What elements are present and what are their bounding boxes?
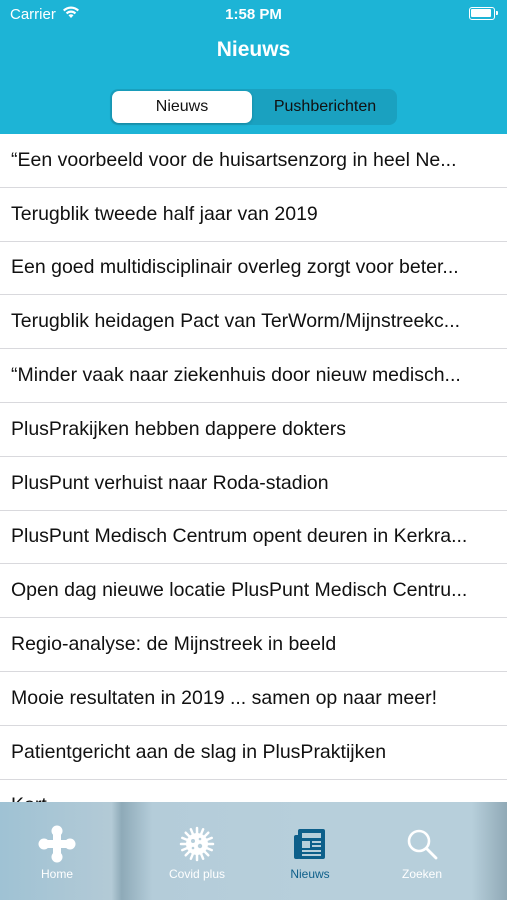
battery-icon (469, 7, 495, 20)
list-item[interactable] (0, 134, 507, 188)
tab-zoeken[interactable] (367, 802, 477, 900)
list-item[interactable] (0, 242, 507, 296)
news-title: “Minder vaak naar ziekenhuis door nieuw medisch... (11, 364, 461, 387)
list-item[interactable] (0, 564, 507, 618)
tab-home[interactable] (2, 802, 112, 900)
news-list (0, 134, 507, 833)
list-item[interactable] (0, 672, 507, 726)
tab-covid-plus[interactable] (142, 802, 252, 900)
tab-bar (0, 802, 507, 900)
segment-nieuws[interactable]: Nieuws (112, 91, 252, 123)
page-title: Nieuws (216, 38, 291, 61)
list-item[interactable] (0, 349, 507, 403)
tab-nieuws[interactable] (255, 802, 365, 900)
news-title: Terugblik tweede half jaar van 2019 (11, 202, 318, 225)
home-icon (37, 824, 77, 864)
news-title: Patientgericht aan de slag in PlusPraktijken (11, 740, 387, 763)
search-icon (402, 824, 442, 864)
list-item[interactable] (0, 188, 507, 242)
tab-label-home: Home (40, 867, 73, 881)
news-title: PlusPrakijken hebben dappere dokters (11, 417, 346, 440)
news-title: Mooie resultaten in 2019 ... samen op naar meer! (11, 686, 437, 709)
list-item[interactable] (0, 618, 507, 672)
news-title: Terugblik heidagen Pact van TerWorm/Mijnstreekc... (11, 310, 461, 333)
tab-label-nieuws: Nieuws (290, 867, 330, 881)
list-item[interactable] (0, 457, 507, 511)
news-title: Open dag nieuwe locatie PlusPunt Medisch Centru... (11, 579, 468, 602)
news-title: Een goed multidisciplinair overleg zorgt voor beter... (11, 256, 459, 279)
list-item[interactable] (0, 295, 507, 349)
news-title: Regio-analyse: de Mijnstreek in beeld (11, 633, 337, 656)
list-item[interactable] (0, 403, 507, 457)
list-item[interactable] (0, 726, 507, 780)
navigation-header (0, 0, 507, 134)
news-title: PlusPunt Medisch Centrum opent deuren in Kerkra... (11, 525, 468, 548)
virus-icon (177, 824, 217, 864)
newspaper-icon (290, 824, 330, 864)
carrier-label: Carrier (10, 6, 56, 23)
clock: 1:58 PM (225, 6, 282, 23)
tab-label-covid-plus: Covid plus (168, 867, 226, 881)
news-title: “Een voorbeeld voor de huisartsenzorg in heel Ne... (11, 148, 457, 171)
news-title: PlusPunt verhuist naar Roda-stadion (11, 471, 329, 494)
tab-label-zoeken: Zoeken (401, 867, 443, 881)
list-item[interactable] (0, 511, 507, 565)
segment-pushberichten[interactable]: Pushberichten (273, 98, 377, 115)
status-bar (0, 0, 507, 28)
segmented-control (110, 89, 397, 125)
